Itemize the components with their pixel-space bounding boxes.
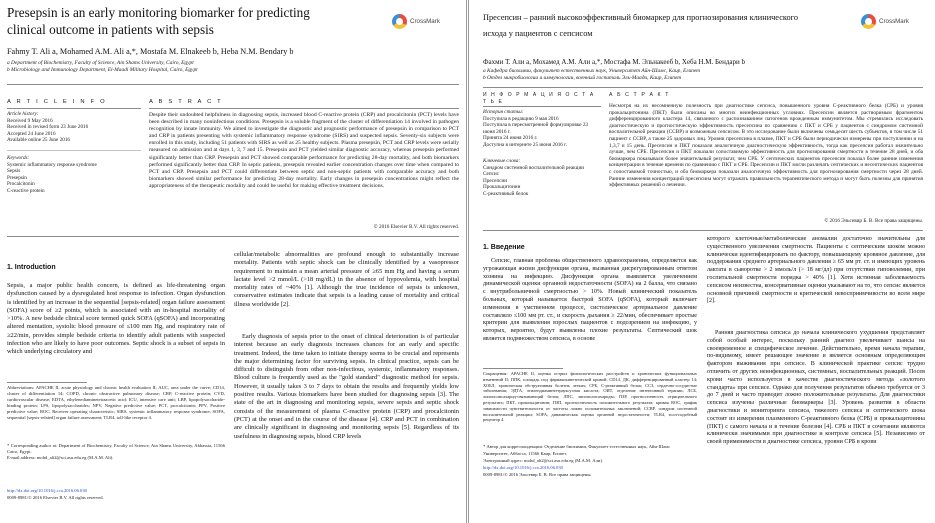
abstract-end-divider-ru (483, 230, 923, 231)
doi-link[interactable]: http://dx.doi.org/10.1016/j.cca.2016.06.030 (7, 488, 87, 493)
abstract-divider (149, 108, 459, 109)
header-divider-ru (483, 87, 923, 88)
abbreviations-footnote: Abbreviations: APACHE II, acute physiology and chronic health evaluation II; AUC, area under the curve; CD14, cluster of differentiation 14; COPD, chronic obstructive pulmonary disease; CRP, C-reactive protein; CVD, cardiovascular disease; EDTA, ethylenediaminetetraacetic acid; ICU, intensive care unit; LBP, lipopolysaccharide-binding protein; LPS, lipopolysaccharides; NPV, Negative predictive value; PCT, procalcitonin; PPV, Positive predictive value; ROC, Receiver operating characteristic; SIRS, systemic inflammatory response syndrome; SOFA, sequential [sepsis-related] organ failure assessment; TLR4, toll-like receptor 4. (7, 385, 225, 421)
article-history (7, 111, 141, 144)
intro-column-2: cellular/metabolic abnormalities are profound enough to substantially increase mortality. Patients with septic shock can be clinically identified by a vasopressor requirement to maintain a mean arterial pressure of ≥65 mm Hg and having a serum lactate level >2 mmol/L (>18 mg/dL) in the absence of hypovolemia, with hospital mortality rates of ~40% [1]. Although the true incidence of sepsis is unknown, conservative estimates indicate that sepsis is a leading cause of mortality and critical illness worldwide [2]. (234, 251, 459, 308)
crossmark-label: CrossMark (879, 18, 909, 25)
keyword: Procalcitonin (7, 181, 35, 188)
english-article-page (0, 0, 467, 523)
abstract-text-ru: Несмотря на их несомненную полезность при диагностике сепсиса, повышенного уровня С-реактивного белка (СРБ) и уровня прокальцитонина (ПКТ) были описаны во многих неинфекционных условиях. Пресепсин является растворимым фрагментом дифференцированного кластера 14, связанного с распознаванием патогенов врожденным иммунитетом. Мы стремились исследовать диагностическую и прогностическую эффективность пресепсина по сравнению с ПКТ и СРБ у пациентов с синдромом системной воспалительной реакции (ССВР) и возможным сепсисом. В это исследование были включены семьдесят шесть субъектов, в том числе 51 пациент с ССВР, а также 25 здоровых лиц. Уровни пресепсина в плазме, ПКТ и СРБ были периодически измерены при поступлении и на 1,3,7 и 15 день. Пресепсин и ПКТ показали аналогичную диагностическую эффективность, тогда как пресепсин работал значительно лучше, чем СРБ. Пресепсин и ПКТ показали сопоставимую эффективность для прогнозирования смертности в течение 28 дней, и оба биомаркера показывали более значительный результат, чем СРБ. У септических пациентов пресепсин показал более ранние изменения концентрации в течение времени по сравнению с ПКТ и СРБ. Пресепсин и ПКТ могли различать септических и несептических пациентов с сопоставимой точностью, и оба биомаркера показали аналогичную эффективность для прогнозирования смертности через 28 дней. Ранние изменения концентраций пресепсина могут отражать правильность терапевтического метода и могут быть полезны для принятия эффективных решений о лечении. (609, 103, 923, 189)
keyword: Sepsis (7, 168, 21, 175)
corresponding-author: * Corresponding author at: Department of Biochemistry, Faculty of Science, Ain Shams University, Abbassia, 11566 Cairo, Egypt. (7, 443, 225, 455)
affiliation-b-ru: b Отдел микробиологии и иммунологии, военный госпиталь Эль-Маади, Каир, Египет (483, 75, 682, 81)
keyword: С-реактивный белок (483, 190, 529, 197)
intro-column-1-ru: Сепсис, главная проблема общественного здравоохранения, определяется как угрожающая жизни дисфункция органа, вызванная дисрегулированным ответом хозяина на инфекцию. Дисфункция органа выявляется увеличением динамической оценки органной недостаточности (SOFA) на 2 балла, что связано с внутрибольничной смертностью > 10%. Новый клинический показатель больных, который называется быстрой SOFA (qSOFA), который включает изменения в умственном процессе, систолическое артериальное давление составляло ≤100 мм рт. ст., и скорость дыхания ≥ 22/мин, обеспечивает простые критерии для выявления взрослых пациентов с подозрением на инфекцию, у которых, вероятно, будут выявлены плохие результаты. Септический шок является подмножеством сепсиса, в основе (483, 258, 697, 342)
keyword: Сепсис (483, 171, 499, 178)
keyword: C-reactive protein (7, 187, 45, 194)
keyword: Прокальцитонин (483, 184, 521, 191)
crossmark-icon (861, 14, 876, 29)
introduction-heading-ru: 1. Введение (483, 244, 525, 251)
history-received: Received 9 May 2016 (7, 117, 53, 124)
authors: Fahmy T. Ali a, Mohamed A.M. Ali a,*, Mostafa M. Elnakeeb b, Heba N.M. Bendary b (7, 47, 294, 56)
corresponding-address-ru: Университет, Аббасса, 11566 Каир, Египет. (483, 451, 568, 456)
issn-line-ru: 0009-8981/© 2016 Эльсевир Б. В. Все права защищены. (483, 472, 592, 477)
crossmark-label: CrossMark (410, 18, 440, 25)
affiliation-a-ru: a Кафедра биохимии, факультет естественных наук, Университет Айн-Шамс, Каир, Египет (483, 68, 701, 74)
intro-column-2-paragraph: Early diagnosis of sepsis prior to the onset of clinical deterioration is of particular interest because an early diagnosis increases chances for an early and specific treatment. Indeed, the time taken to initiate therapy seems to be crucial and represents the major determining factor for surviving sepsis. In clinical practice, sepsis can be difficult to distinguish from other non-infectious, systemic, inflammatory responses. Blood culture is frequently used as the "gold standard" diagnostic method for sepsis. However, it usually takes 3 to 7 days to obtain the results and frequently yields low positive results. Various biomarkers have been studied for diagnosing sepsis [3]. The state of the art in diagnosing and monitoring sepsis, severe sepsis and septic shock consists of the measurement of plasma C-reactive protein (CRP) and procalcitonin (PCT) at the onset and in the course of the disease [4]. CRP and PCT in combination are clinically significant in diagnosing and monitoring sepsis [5]. Regardless of its usefulness in diagnosing sepsis, blood CRP levels (234, 333, 459, 440)
copyright: © 2016 Elsevier B.V. All rights reserved. (373, 224, 459, 230)
russian-translation-page (468, 0, 935, 523)
abstract-heading-ru: А Б С Т Р А К Т (609, 92, 670, 98)
introduction-heading: 1. Introduction (7, 264, 56, 271)
crossmark-icon (392, 14, 407, 29)
history-accepted: Accepted 24 June 2016 (7, 130, 56, 137)
history-revised: Поступила в пересмотренной формулировке 23 июня 2016 г. (483, 122, 589, 135)
abbreviations-footnote-ru: Сокращения: APACHE II, оценка острых физиологических расстройств и хронических функциональных изменений II; ППК, площадь под фармакокинетической кривой; CD14, ДК, дифференцированный кластер 14; ХОБЛ, хроническая обструктивная болезнь легких; СРБ, С-реактивный белок; ССЗ, сердечно-сосудистые заболевания; ЭДТА, этилендиаминтетрауксусная кислота; ОИТ, отделение интенсивной терапии; ЛСБ, липополисахарид-связывающий белок; ЛПС, липополисахариды; ПЗР, прогностичность отрицательного результата; ПКТ, прокальцитонин; ПЗП, прогностичность положительного результата; кривая ROC, график зависимости чувствительности от частоты ложно положительных заключений; ССВР, синдром системной воспалительной реакции; SOFA, динамическая оценка органной недостаточности; TLR4, толл-подобный рецептор 4. (483, 371, 697, 423)
intro-column-1: Sepsis, a major public health concern, is defined as life-threatening organ dysfunction caused by a dysregulated host response to infection. Organ dysfunction is identified by an increase in the sequential [sepsis-related] organ failure assessment (SOFA) score of ≥2 points, which is associated with an in-hospital mortality of >10%. A new bedside clinical score termed quick SOFA (qSOFA) and incorporating altered mentation, systolic blood pressure of ≤100 mm Hg, and respiratory rate of ≥22/min, provides simple bedside criteria to identify adult patients with suspected infection who are likely to have poor outcomes. Septic shock is a subset of sepsis in which underlying circulatory and (7, 282, 225, 356)
footnote-divider-ru (483, 368, 563, 369)
intro-column-2-ru: которого клеточные/метаболические аномалии достаточно значительны для существенного увеличения смертности. Пациенты с септическим шоком можно клинически идентифицировать по фактору, повышающему кровяное давление, для поддержания среднего артериального давления ≥ 65 мм рт. ст. и имеющих уровень лактата в сыворотке > 2 ммоль/л (> 18 мг/дл) при отсутствии гиповолемии, при госпитальной смертности порядка > 40% [1]. Хотя истинная заболеваемость сепсисом неизвестна, консервативные оценки указывают на то, что сепсис является основной причиной смертности и критической невосприимчивости во всем мире [2]. (707, 236, 925, 305)
article-info-heading: A R T I C L E I N F O (7, 99, 107, 105)
article-title: Presepsin is an early monitoring biomarker for predicting clinical outcome in patients with sepsis (7, 5, 310, 37)
article-history-ru (483, 109, 601, 149)
history-revised: Received in revised form 23 June 2016 (7, 124, 89, 131)
article-title-ru: Пресепсин – ранний высокоэффективный биомаркер для прогнозирования клинического исхода у пациентов с сепсисом (483, 13, 798, 38)
keywords-label: Ключевые слова: (483, 158, 521, 164)
email-address-ru[interactable]: Электронный адрес: mohd_ali2@sci.asu.edu.eg (М.А.М. Али). (483, 458, 604, 463)
keywords (7, 155, 141, 195)
history-online: Доступна в интернете 25 июня 2016 г. (483, 141, 568, 148)
keywords-divider (7, 150, 141, 151)
abstract-text: Despite their undoubted helpfulness in diagnosing sepsis, increased blood C-reactive protein (CRP) and procalcitonin (PCT) levels have been described in many noninfectious conditions. Presepsin is a soluble fragment of the cluster of differentiation 14 involved in pathogen recognition by innate immunity. We aimed to investigate the diagnostic and prognostic performance of presepsin in comparison to PCT and CRP in patients presenting with systemic inflammatory response syndrome (SIRS) and suspected sepsis. Seventy-six subjects were enrolled in this study, including 51 patients with SIRS as well as 25 healthy subjects. Plasma presepsin, PCT and CRP levels were serially measured on admission and at days 1, 3, 7 and 15. Presepsin and PCT yielded similar diagnostic accuracy, whereas presepsin performed significantly better than CRP. Presepsin and PCT showed comparable performance for predicting 28-day mortality, and both biomarkers performed significantly better than CRP. In septic patients, presepsin revealed earlier concentration changes over time when compared to PCT and CRP. Presepsin and PCT could differentiate between septic and non-septic patients with comparable accuracy and both biomarkers showed similar performance for predicting 28-day mortality. Early changes in presepsin concentrations might reflect the appropriateness of the therapeutic modality and could be useful for making effective treatment decisions. (149, 112, 459, 189)
keywords-ru (483, 158, 601, 198)
footnote-divider (7, 382, 87, 383)
authors-ru: Фахми Т. Али a, Мохамед А.М. Али a,*, Мостафа М. Эльнакеeб b, Хеба Н.М. Бендари b (483, 58, 746, 66)
info-divider (7, 108, 141, 109)
keyword: Пресепсин (483, 177, 508, 184)
header-divider (7, 84, 459, 85)
issn-line: 0009-8981/© 2016 Elsevier B.V. All rights reserved. (7, 495, 104, 500)
affiliation-a: a Department of Biochemistry, Faculty of Science, Ain Shams University, Cairo, Egypt (7, 60, 194, 66)
abstract-end-divider (7, 236, 459, 237)
copyright-ru: © 2016 Эльсевир Б. В. Все права защищены. (824, 218, 923, 224)
article-info-heading-ru: И Н Ф О Р М А Ц И Я О С Т А Т Ь Е (483, 92, 595, 105)
keyword: Systemic inflammatory response syndrome (7, 161, 97, 168)
history-label: Article history: (7, 111, 39, 117)
keywords-label: Keywords: (7, 155, 30, 161)
email-address[interactable]: E-mail address: mohd_ali2@sci.asu.edu.eg (M.A.M. Ali). (7, 455, 114, 460)
doi-link-ru[interactable]: http://dx.doi.org/10.1016/j.cca.2016.06.030 (483, 465, 563, 470)
keyword: Presepsin (7, 174, 27, 181)
intro-column-2-paragraph-ru: Ранняя диагностика сепсиса до начала клинического ухудшения представляет собой особый интерес, поскольку ранний диагноз увеличивает шансы на своевременное и специфическое лечение. Действительно, время начала терапии, по-видимому, имеет решающее значение и является основным определяющим фактором выживания при сепсисе. В клинической практике сепсис трудно отличить от других неинфекционных, системных, воспалительных реакций. Посев крови часто используется в качестве диагностического метода «золотого стандарта» при сепсисе. Однако для получения результатов обычно требуется от 3 до 7 дней и часто приводит ложно положительные результаты. Для диагностики сепсиса изучены различные биомаркеры [3]. Уровень развития в области диагностики и мониторинга сепсиса, тяжелого сепсиса и септического шока состоит из измерения плазменного С-реактивного белка (СРБ) и прокальцитонина (ПКТ) с самого начала и в течение болезни [4]. СРБ и ПКТ в сочетании являются клинически значимыми при диагностике и контроле сепсиса [5]. Независимо от своей применимости в диагностике сепсиса, уровни СРБ в крови (707, 330, 925, 446)
crossmark-badge-ru[interactable] (861, 14, 909, 29)
history-received: Поступила в редакцию 9 мая 2016 (483, 115, 559, 122)
abstract-heading: A B S T R A C T (149, 99, 223, 105)
crossmark-badge[interactable] (392, 14, 440, 29)
affiliation-b: b Microbiology and Immunology Department, El-Maadi Military Hospital, Cairo, Egypt (7, 67, 198, 73)
keyword: Синдром системной воспалительной реакции (483, 164, 585, 171)
history-online: Available online 25 June 2016 (7, 137, 71, 144)
history-accepted: Принята 24 июня 2016 г. (483, 135, 538, 142)
corresponding-author-ru: * Автор для корреспонденции: Отделение биохимии, Факультет естественных наук, Айн-Шамс (483, 444, 671, 449)
info-divider-ru (483, 106, 601, 107)
history-label: История статьи: (483, 109, 524, 115)
